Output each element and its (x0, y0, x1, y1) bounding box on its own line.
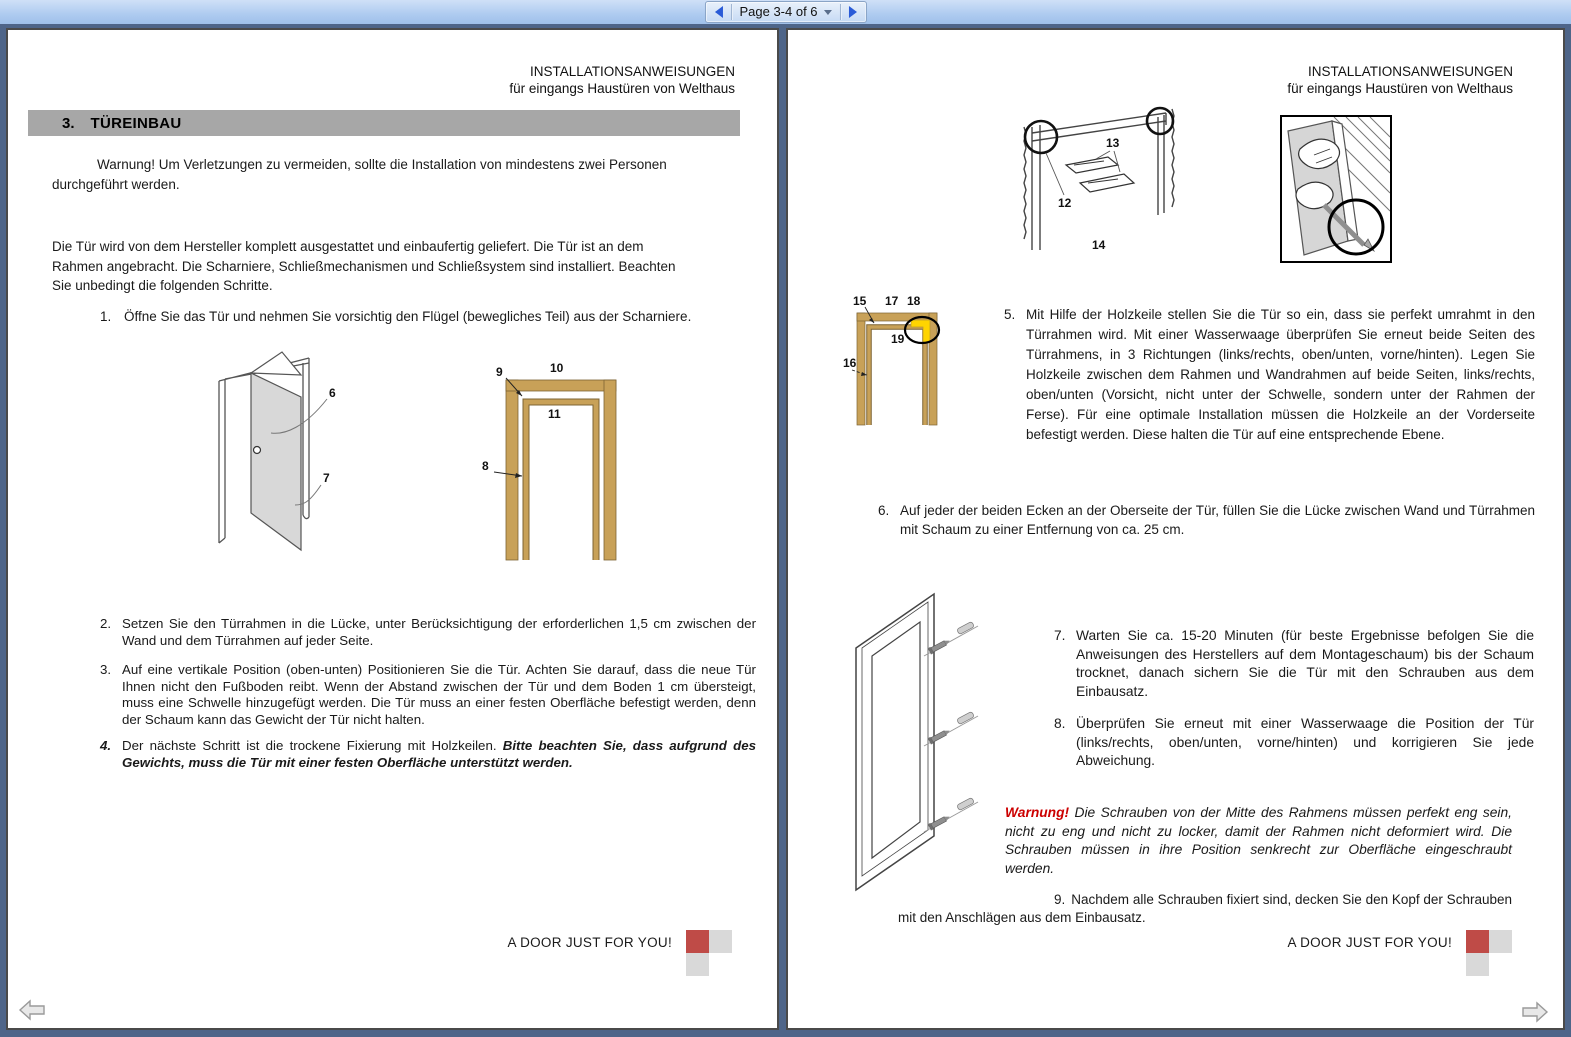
list-item-4 (100, 738, 756, 771)
next-page-icon (849, 6, 857, 18)
previous-page-button[interactable] (708, 4, 728, 20)
item-number: 3. (100, 662, 112, 677)
warning-block (1005, 804, 1512, 878)
item-text: Mit Hilfe der Holzkeile stellen Sie die Tür so ein, dass sie perfekt umrahmt in den Türrahmen wird. Mit einer Wasserwaage überprüfen Sie erneut beide Seiten des Türrahmens, in 3 Richtungen (links/rechts, oben/unten, vorne/hinten). Legen Sie Holzkeile zwischen dem Rahmen und Wandrahmen auf beide Seiten, links/rechts, oben/unten (Vorsicht, nicht unter der Schwelle, sondern unter der Rahmen der Ferse). Für eine optimale Installation müssen die Holzkeile an der Vorderseite befestigt werden. Diese halten die Tür auf eine entsprechende Ebene. (1026, 307, 1535, 442)
figure-label-12: 12 (1058, 196, 1072, 210)
divider (840, 4, 841, 20)
figure-label-8: 8 (482, 459, 489, 473)
item-number: 4. (100, 738, 112, 753)
figure-label-15: 15 (853, 294, 867, 308)
list-item-1 (100, 308, 766, 326)
figure-label-14: 14 (1092, 238, 1106, 252)
divider (730, 4, 731, 20)
list-item-3 (100, 662, 756, 728)
list-item-8 (1054, 715, 1534, 771)
section-number: 3. (62, 114, 75, 132)
page-header (1287, 63, 1513, 97)
warning-text: Die Schrauben von der Mitte des Rahmens müssen perfekt eng sein, nicht zu eng und nicht zu locker, damit der Rahmen nicht deformiert wird. Die Schrauben müssen in ihre Position senkrecht zur Oberfläche eingeschraubt werden. (1005, 805, 1512, 876)
list-item-5 (1004, 305, 1535, 445)
chevron-down-icon[interactable] (824, 10, 832, 15)
preview-toolbar (0, 0, 1571, 24)
figure-label-6: 6 (329, 386, 336, 400)
logo-square-gray (686, 953, 709, 976)
brand-logo (1466, 930, 1512, 976)
logo-square-gray (1466, 953, 1489, 976)
brand-logo (686, 930, 732, 976)
figure-hands-tool (1280, 115, 1392, 263)
page-header (509, 63, 735, 97)
logo-square-empty (709, 953, 732, 976)
figure-label-7: 7 (323, 471, 330, 485)
page-footer (507, 930, 732, 976)
document-page-left (6, 28, 779, 1030)
list-item-9 (898, 891, 1512, 927)
item-text: Warten Sie ca. 15-20 Minuten (für beste Ergebnisse befolgen Sie die Anweisungen des Herstellers auf dem Montageschaum) bis der Schaum trocknet, danach sichern Sie die Tür mit den Schrauben aus dem Einbausatz. (1076, 628, 1534, 699)
section-title-bar (28, 110, 740, 136)
header-line1: INSTALLATIONSANWEISUNGEN (529, 64, 735, 79)
next-spread-arrow[interactable] (1521, 1000, 1549, 1024)
logo-square-gray (709, 930, 732, 953)
figure-door-frame (478, 352, 638, 572)
header-line1: INSTALLATIONSANWEISUNGEN (1307, 64, 1513, 79)
figure-label-10: 10 (550, 361, 564, 375)
figure-corner-wedges (1008, 95, 1190, 255)
footer-slogan: A DOOR JUST FOR YOU! (507, 935, 672, 950)
figure-label-16: 16 (843, 356, 857, 370)
item-text-emphasized: Bitte beachten Sie, dass aufgrund des Gewichts, muss die Tür mit einer festen Oberfläche unterstützt werden. (122, 738, 756, 770)
item-number: 5. (1004, 307, 1016, 322)
item-number: 9. (1054, 892, 1066, 907)
figure-label-18: 18 (907, 294, 921, 308)
previous-page-icon (714, 6, 722, 18)
item-text: Auf jeder der beiden Ecken an der Oberseite der Tür, füllen Sie die Lücke zwischen Wand und Türrahmen mit Schaum zu einer Entfernung von ca. 25 cm. (900, 503, 1535, 537)
figure-label-11: 11 (548, 407, 561, 421)
item-number: 6. (878, 503, 890, 518)
logo-square-red (1466, 930, 1489, 953)
figure-label-17: 17 (885, 294, 899, 308)
list-item-6 (878, 501, 1535, 539)
logo-square-red (686, 930, 709, 953)
figure-label-9: 9 (496, 365, 503, 379)
item-text: Überprüfen Sie erneut mit einer Wasserwaage die Position der Tür (links/rechts, oben/unten, vorne/hinten) und korrigieren Sie jede Abweichung. (1076, 716, 1534, 768)
item-number: 7. (1054, 628, 1066, 643)
item-text: Nachdem alle Schrauben fixiert sind, decken Sie den Kopf der Schrauben mit den Anschlägen aus dem Einbausatz. (898, 892, 1512, 925)
previous-spread-arrow[interactable] (18, 998, 46, 1022)
figure-label-13: 13 (1106, 136, 1120, 150)
footer-slogan: A DOOR JUST FOR YOU! (1287, 935, 1452, 950)
logo-square-empty (1489, 953, 1512, 976)
section-title: TÜREINBAU (90, 114, 182, 132)
page-navigator[interactable] (704, 1, 866, 23)
page-indicator-label[interactable]: Page 3-4 of 6 (739, 4, 818, 19)
item-text-normal: Der nächste Schritt ist die trockene Fixierung mit Holzkeilen. (122, 738, 503, 753)
figure-door-screws (838, 580, 990, 895)
logo-square-gray (1489, 930, 1512, 953)
page-footer (1287, 930, 1512, 976)
figure-open-door (205, 345, 350, 560)
next-page-button[interactable] (843, 4, 863, 20)
warning-paragraph: Warnung! Um Verletzungen zu vermeiden, sollte die Installation von mindestens zwei Personen durchgeführt werden. (52, 157, 667, 192)
header-line2: für eingangs Haustüren von Welthaus (509, 81, 735, 96)
warning-label: Warnung! (1005, 805, 1070, 820)
item-text: Öffne Sie das Tür und nehmen Sie vorsichtig den Flügel (bewegliches Teil) aus der Scharniere. (124, 309, 692, 324)
list-item-2 (100, 616, 756, 649)
intro-paragraph: Die Tür wird von dem Hersteller komplett ausgestattet und einbaufertig geliefert. Die Tür ist an dem Rahmen angebracht. Die Scharniere, Schließmechanismen und Schließsystem sind installiert. Beachten Sie unbedingt die folgenden Schritte. (52, 239, 676, 293)
header-line2: für eingangs Haustüren von Welthaus (1287, 81, 1513, 96)
figure-frame-yellow-corner (843, 293, 952, 432)
item-text: Setzen Sie den Türrahmen in die Lücke, unter Berücksichtigung der erforderlichen 1,5 cm zwischen der Wand und dem Türrahmen auf jeder Seite. (122, 616, 756, 648)
item-number: 2. (100, 616, 112, 631)
list-item-7 (1054, 627, 1534, 701)
item-number: 1. (100, 309, 112, 324)
document-page-right (786, 28, 1565, 1030)
item-text: Auf eine vertikale Position (oben-unten) Positionieren Sie die Tür. Achten Sie darauf, dass die neue Tür Ihnen nicht den Fußboden reibt. Wenn der Abstand zwischen der Tür und dem Boden 1 cm übersteigt, muss eine Schwelle hinzugefügt werden. Die Tür muss an einer festen Oberfläche befestigt werden, denn der Schaum kann das Gewicht der Tür nicht halten. (122, 662, 756, 727)
item-number: 8. (1054, 716, 1066, 731)
figure-label-19: 19 (891, 332, 905, 346)
